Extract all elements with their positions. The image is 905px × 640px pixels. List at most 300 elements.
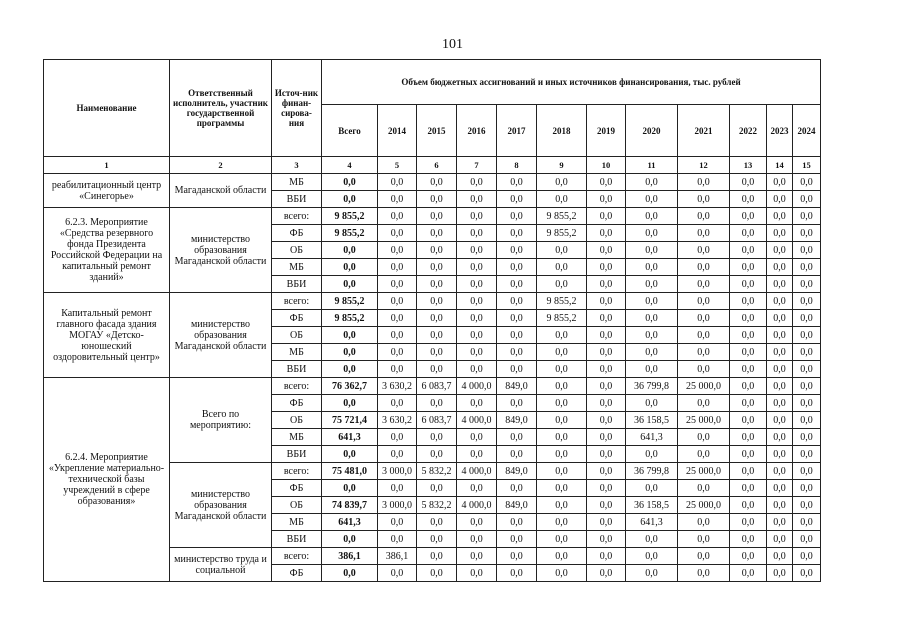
responsible-executor: Магаданской области <box>170 174 272 208</box>
funding-source: ОБ <box>272 497 322 514</box>
year-value-2024: 0,0 <box>793 395 821 412</box>
year-value-2019: 0,0 <box>587 310 626 327</box>
year-value-2022: 0,0 <box>730 412 767 429</box>
total-value: 9 855,2 <box>322 310 378 327</box>
funding-source: ВБИ <box>272 531 322 548</box>
year-value-2017: 0,0 <box>497 259 537 276</box>
year-value-2015: 0,0 <box>417 514 457 531</box>
year-value-2015: 0,0 <box>417 429 457 446</box>
column-number: 14 <box>767 157 793 174</box>
year-value-2016: 0,0 <box>457 225 497 242</box>
year-value-2020: 0,0 <box>626 276 678 293</box>
year-value-2018: 0,0 <box>537 174 587 191</box>
year-value-2021: 25 000,0 <box>678 463 730 480</box>
year-value-2014: 0,0 <box>378 293 417 310</box>
year-value-2017: 0,0 <box>497 208 537 225</box>
year-value-2022: 0,0 <box>730 293 767 310</box>
year-value-2017: 0,0 <box>497 242 537 259</box>
year-value-2016: 0,0 <box>457 531 497 548</box>
total-value: 76 362,7 <box>322 378 378 395</box>
year-value-2018: 0,0 <box>537 497 587 514</box>
header-year-2024: 2024 <box>793 105 821 157</box>
responsible-executor: министерство образования Магаданской области <box>170 293 272 378</box>
year-value-2021: 0,0 <box>678 531 730 548</box>
year-value-2022: 0,0 <box>730 208 767 225</box>
header-year-2018: 2018 <box>537 105 587 157</box>
year-value-2023: 0,0 <box>767 344 793 361</box>
year-value-2016: 0,0 <box>457 191 497 208</box>
year-value-2023: 0,0 <box>767 259 793 276</box>
header-name: Наименование <box>44 60 170 157</box>
table-row <box>44 174 821 191</box>
year-value-2019: 0,0 <box>587 344 626 361</box>
year-value-2018: 0,0 <box>537 531 587 548</box>
year-value-2021: 0,0 <box>678 395 730 412</box>
header-year-2023: 2023 <box>767 105 793 157</box>
header-year-2016: 2016 <box>457 105 497 157</box>
year-value-2016: 0,0 <box>457 293 497 310</box>
year-value-2018: 9 855,2 <box>537 208 587 225</box>
total-value: 0,0 <box>322 480 378 497</box>
year-value-2015: 0,0 <box>417 259 457 276</box>
year-value-2017: 0,0 <box>497 225 537 242</box>
total-value: 0,0 <box>322 565 378 582</box>
year-value-2024: 0,0 <box>793 514 821 531</box>
year-value-2014: 0,0 <box>378 344 417 361</box>
year-value-2015: 0,0 <box>417 446 457 463</box>
year-value-2015: 0,0 <box>417 174 457 191</box>
year-value-2020: 36 158,5 <box>626 412 678 429</box>
year-value-2020: 0,0 <box>626 548 678 565</box>
year-value-2022: 0,0 <box>730 395 767 412</box>
year-value-2020: 0,0 <box>626 327 678 344</box>
year-value-2016: 0,0 <box>457 548 497 565</box>
year-value-2021: 0,0 <box>678 361 730 378</box>
year-value-2014: 0,0 <box>378 446 417 463</box>
year-value-2018: 0,0 <box>537 429 587 446</box>
column-number: 15 <box>793 157 821 174</box>
year-value-2014: 0,0 <box>378 395 417 412</box>
year-value-2019: 0,0 <box>587 327 626 344</box>
total-value: 641,3 <box>322 429 378 446</box>
total-value: 386,1 <box>322 548 378 565</box>
total-value: 9 855,2 <box>322 225 378 242</box>
year-value-2021: 0,0 <box>678 276 730 293</box>
year-value-2016: 0,0 <box>457 208 497 225</box>
year-value-2019: 0,0 <box>587 242 626 259</box>
year-value-2020: 0,0 <box>626 565 678 582</box>
year-value-2024: 0,0 <box>793 446 821 463</box>
year-value-2015: 0,0 <box>417 191 457 208</box>
year-value-2014: 0,0 <box>378 429 417 446</box>
year-value-2019: 0,0 <box>587 225 626 242</box>
funding-source: ВБИ <box>272 276 322 293</box>
year-value-2017: 0,0 <box>497 344 537 361</box>
year-value-2022: 0,0 <box>730 191 767 208</box>
column-number: 7 <box>457 157 497 174</box>
year-value-2015: 6 083,7 <box>417 378 457 395</box>
year-value-2016: 0,0 <box>457 242 497 259</box>
year-value-2023: 0,0 <box>767 242 793 259</box>
year-value-2021: 25 000,0 <box>678 497 730 514</box>
year-value-2017: 0,0 <box>497 276 537 293</box>
year-value-2024: 0,0 <box>793 259 821 276</box>
year-value-2015: 5 832,2 <box>417 463 457 480</box>
header-year-2019: 2019 <box>587 105 626 157</box>
year-value-2018: 0,0 <box>537 548 587 565</box>
year-value-2022: 0,0 <box>730 225 767 242</box>
year-value-2021: 0,0 <box>678 327 730 344</box>
year-value-2019: 0,0 <box>587 463 626 480</box>
year-value-2023: 0,0 <box>767 327 793 344</box>
year-value-2022: 0,0 <box>730 531 767 548</box>
measure-name: 6.2.3. Мероприятие «Средства резервного фонда Президента Российской Федерации на капитальный ремонт зданий» <box>44 208 170 293</box>
funding-source: МБ <box>272 259 322 276</box>
year-value-2024: 0,0 <box>793 531 821 548</box>
year-value-2021: 0,0 <box>678 429 730 446</box>
year-value-2023: 0,0 <box>767 293 793 310</box>
column-number: 4 <box>322 157 378 174</box>
year-value-2017: 0,0 <box>497 361 537 378</box>
year-value-2019: 0,0 <box>587 259 626 276</box>
year-value-2024: 0,0 <box>793 378 821 395</box>
year-value-2015: 0,0 <box>417 310 457 327</box>
year-value-2024: 0,0 <box>793 310 821 327</box>
year-value-2018: 0,0 <box>537 259 587 276</box>
year-value-2021: 0,0 <box>678 259 730 276</box>
year-value-2023: 0,0 <box>767 480 793 497</box>
year-value-2024: 0,0 <box>793 344 821 361</box>
year-value-2024: 0,0 <box>793 429 821 446</box>
year-value-2016: 0,0 <box>457 276 497 293</box>
year-value-2019: 0,0 <box>587 174 626 191</box>
budget-table <box>43 59 821 582</box>
header-year-2017: 2017 <box>497 105 537 157</box>
year-value-2021: 0,0 <box>678 310 730 327</box>
year-value-2024: 0,0 <box>793 497 821 514</box>
year-value-2015: 5 832,2 <box>417 497 457 514</box>
year-value-2017: 0,0 <box>497 191 537 208</box>
funding-source: всего: <box>272 548 322 565</box>
year-value-2017: 0,0 <box>497 480 537 497</box>
year-value-2021: 0,0 <box>678 480 730 497</box>
year-value-2014: 0,0 <box>378 191 417 208</box>
year-value-2018: 0,0 <box>537 395 587 412</box>
year-value-2020: 0,0 <box>626 293 678 310</box>
year-value-2014: 0,0 <box>378 174 417 191</box>
year-value-2017: 849,0 <box>497 497 537 514</box>
total-value: 0,0 <box>322 395 378 412</box>
year-value-2015: 0,0 <box>417 395 457 412</box>
year-value-2022: 0,0 <box>730 565 767 582</box>
responsible-executor: Всего по мероприятию: <box>170 378 272 463</box>
measure-name: Капитальный ремонт главного фасада здания МОГАУ «Детско-юношеский оздоровительный центр» <box>44 293 170 378</box>
year-value-2015: 0,0 <box>417 242 457 259</box>
year-value-2021: 0,0 <box>678 548 730 565</box>
year-value-2017: 849,0 <box>497 463 537 480</box>
year-value-2016: 0,0 <box>457 174 497 191</box>
year-value-2019: 0,0 <box>587 429 626 446</box>
year-value-2024: 0,0 <box>793 361 821 378</box>
total-value: 0,0 <box>322 361 378 378</box>
column-number: 6 <box>417 157 457 174</box>
year-value-2019: 0,0 <box>587 480 626 497</box>
year-value-2015: 0,0 <box>417 276 457 293</box>
year-value-2021: 0,0 <box>678 208 730 225</box>
year-value-2023: 0,0 <box>767 565 793 582</box>
funding-source: всего: <box>272 378 322 395</box>
funding-source: всего: <box>272 208 322 225</box>
year-value-2020: 0,0 <box>626 191 678 208</box>
year-value-2024: 0,0 <box>793 208 821 225</box>
year-value-2017: 849,0 <box>497 378 537 395</box>
column-number: 5 <box>378 157 417 174</box>
year-value-2024: 0,0 <box>793 565 821 582</box>
year-value-2014: 0,0 <box>378 276 417 293</box>
year-value-2020: 36 799,8 <box>626 378 678 395</box>
total-value: 0,0 <box>322 259 378 276</box>
year-value-2023: 0,0 <box>767 463 793 480</box>
year-value-2023: 0,0 <box>767 191 793 208</box>
year-value-2023: 0,0 <box>767 361 793 378</box>
year-value-2016: 0,0 <box>457 446 497 463</box>
year-value-2018: 0,0 <box>537 276 587 293</box>
year-value-2024: 0,0 <box>793 242 821 259</box>
year-value-2018: 0,0 <box>537 327 587 344</box>
year-value-2022: 0,0 <box>730 242 767 259</box>
year-value-2014: 0,0 <box>378 327 417 344</box>
column-number: 10 <box>587 157 626 174</box>
year-value-2020: 0,0 <box>626 344 678 361</box>
year-value-2020: 0,0 <box>626 208 678 225</box>
funding-source: МБ <box>272 429 322 446</box>
table-row <box>44 208 821 225</box>
year-value-2024: 0,0 <box>793 276 821 293</box>
year-value-2022: 0,0 <box>730 548 767 565</box>
total-value: 0,0 <box>322 344 378 361</box>
year-value-2021: 25 000,0 <box>678 412 730 429</box>
funding-source: всего: <box>272 293 322 310</box>
year-value-2023: 0,0 <box>767 429 793 446</box>
year-value-2023: 0,0 <box>767 276 793 293</box>
column-number: 9 <box>537 157 587 174</box>
year-value-2015: 0,0 <box>417 327 457 344</box>
year-value-2018: 0,0 <box>537 514 587 531</box>
year-value-2024: 0,0 <box>793 412 821 429</box>
year-value-2019: 0,0 <box>587 293 626 310</box>
year-value-2019: 0,0 <box>587 378 626 395</box>
year-value-2018: 0,0 <box>537 565 587 582</box>
year-value-2023: 0,0 <box>767 514 793 531</box>
table-row <box>44 378 821 395</box>
year-value-2014: 0,0 <box>378 208 417 225</box>
year-value-2022: 0,0 <box>730 429 767 446</box>
year-value-2016: 0,0 <box>457 429 497 446</box>
year-value-2023: 0,0 <box>767 497 793 514</box>
year-value-2020: 641,3 <box>626 429 678 446</box>
year-value-2024: 0,0 <box>793 293 821 310</box>
year-value-2014: 386,1 <box>378 548 417 565</box>
year-value-2024: 0,0 <box>793 548 821 565</box>
year-value-2019: 0,0 <box>587 191 626 208</box>
year-value-2022: 0,0 <box>730 378 767 395</box>
year-value-2017: 0,0 <box>497 514 537 531</box>
funding-source: всего: <box>272 463 322 480</box>
year-value-2022: 0,0 <box>730 514 767 531</box>
year-value-2020: 0,0 <box>626 480 678 497</box>
total-value: 0,0 <box>322 242 378 259</box>
funding-source: ВБИ <box>272 446 322 463</box>
funding-source: ФБ <box>272 225 322 242</box>
year-value-2017: 0,0 <box>497 531 537 548</box>
year-value-2022: 0,0 <box>730 446 767 463</box>
funding-source: ФБ <box>272 310 322 327</box>
year-value-2022: 0,0 <box>730 344 767 361</box>
year-value-2017: 0,0 <box>497 565 537 582</box>
year-value-2015: 0,0 <box>417 548 457 565</box>
year-value-2017: 0,0 <box>497 548 537 565</box>
year-value-2017: 0,0 <box>497 446 537 463</box>
year-value-2016: 0,0 <box>457 361 497 378</box>
year-value-2020: 0,0 <box>626 531 678 548</box>
year-value-2018: 0,0 <box>537 412 587 429</box>
year-value-2014: 3 000,0 <box>378 497 417 514</box>
year-value-2014: 0,0 <box>378 259 417 276</box>
funding-source: ОБ <box>272 327 322 344</box>
year-value-2014: 0,0 <box>378 565 417 582</box>
funding-source: МБ <box>272 174 322 191</box>
year-value-2020: 0,0 <box>626 361 678 378</box>
year-value-2024: 0,0 <box>793 463 821 480</box>
total-value: 0,0 <box>322 327 378 344</box>
year-value-2021: 25 000,0 <box>678 378 730 395</box>
year-value-2024: 0,0 <box>793 225 821 242</box>
year-value-2016: 4 000,0 <box>457 463 497 480</box>
year-value-2021: 0,0 <box>678 344 730 361</box>
year-value-2020: 0,0 <box>626 242 678 259</box>
year-value-2021: 0,0 <box>678 565 730 582</box>
year-value-2019: 0,0 <box>587 208 626 225</box>
year-value-2022: 0,0 <box>730 310 767 327</box>
responsible-executor: министерство образования Магаданской области <box>170 208 272 293</box>
year-value-2023: 0,0 <box>767 531 793 548</box>
funding-source: ВБИ <box>272 361 322 378</box>
table-row <box>44 293 821 310</box>
year-value-2016: 4 000,0 <box>457 497 497 514</box>
year-value-2018: 9 855,2 <box>537 310 587 327</box>
measure-name: 6.2.4. Мероприятие «Укрепление материально-технической базы учреждений в сфере образования» <box>44 378 170 582</box>
column-number: 1 <box>44 157 170 174</box>
year-value-2021: 0,0 <box>678 225 730 242</box>
year-value-2015: 0,0 <box>417 344 457 361</box>
total-value: 9 855,2 <box>322 293 378 310</box>
year-value-2019: 0,0 <box>587 565 626 582</box>
budget-table-wrapper <box>43 59 821 582</box>
year-value-2023: 0,0 <box>767 310 793 327</box>
year-value-2022: 0,0 <box>730 327 767 344</box>
year-value-2023: 0,0 <box>767 548 793 565</box>
header-year-2021: 2021 <box>678 105 730 157</box>
header-year-2015: 2015 <box>417 105 457 157</box>
funding-source: ОБ <box>272 412 322 429</box>
year-value-2020: 641,3 <box>626 514 678 531</box>
year-value-2024: 0,0 <box>793 174 821 191</box>
year-value-2018: 0,0 <box>537 480 587 497</box>
year-value-2021: 0,0 <box>678 514 730 531</box>
year-value-2022: 0,0 <box>730 174 767 191</box>
year-value-2014: 0,0 <box>378 361 417 378</box>
year-value-2021: 0,0 <box>678 174 730 191</box>
total-value: 9 855,2 <box>322 208 378 225</box>
year-value-2015: 0,0 <box>417 565 457 582</box>
total-value: 74 839,7 <box>322 497 378 514</box>
year-value-2024: 0,0 <box>793 327 821 344</box>
year-value-2020: 0,0 <box>626 225 678 242</box>
year-value-2014: 0,0 <box>378 310 417 327</box>
year-value-2014: 0,0 <box>378 225 417 242</box>
year-value-2015: 0,0 <box>417 208 457 225</box>
year-value-2018: 9 855,2 <box>537 293 587 310</box>
year-value-2015: 0,0 <box>417 361 457 378</box>
year-value-2022: 0,0 <box>730 276 767 293</box>
year-value-2016: 0,0 <box>457 480 497 497</box>
year-value-2022: 0,0 <box>730 463 767 480</box>
funding-source: ФБ <box>272 395 322 412</box>
total-value: 0,0 <box>322 531 378 548</box>
column-number: 3 <box>272 157 322 174</box>
year-value-2019: 0,0 <box>587 412 626 429</box>
year-value-2018: 9 855,2 <box>537 225 587 242</box>
total-value: 75 721,4 <box>322 412 378 429</box>
year-value-2023: 0,0 <box>767 395 793 412</box>
year-value-2016: 0,0 <box>457 310 497 327</box>
year-value-2022: 0,0 <box>730 497 767 514</box>
funding-source: ФБ <box>272 480 322 497</box>
year-value-2018: 0,0 <box>537 446 587 463</box>
year-value-2018: 0,0 <box>537 463 587 480</box>
header-year-2020: 2020 <box>626 105 678 157</box>
year-value-2019: 0,0 <box>587 276 626 293</box>
year-value-2015: 0,0 <box>417 225 457 242</box>
total-value: 75 481,0 <box>322 463 378 480</box>
year-value-2016: 0,0 <box>457 514 497 531</box>
year-value-2016: 0,0 <box>457 395 497 412</box>
total-value: 0,0 <box>322 276 378 293</box>
total-value: 0,0 <box>322 446 378 463</box>
year-value-2021: 0,0 <box>678 242 730 259</box>
funding-source: МБ <box>272 344 322 361</box>
year-value-2024: 0,0 <box>793 191 821 208</box>
year-value-2022: 0,0 <box>730 361 767 378</box>
year-value-2018: 0,0 <box>537 344 587 361</box>
year-value-2017: 0,0 <box>497 310 537 327</box>
year-value-2019: 0,0 <box>587 531 626 548</box>
column-number: 13 <box>730 157 767 174</box>
header-year-2014: 2014 <box>378 105 417 157</box>
year-value-2016: 0,0 <box>457 565 497 582</box>
year-value-2019: 0,0 <box>587 361 626 378</box>
year-value-2014: 0,0 <box>378 514 417 531</box>
year-value-2014: 3 000,0 <box>378 463 417 480</box>
total-value: 641,3 <box>322 514 378 531</box>
year-value-2019: 0,0 <box>587 395 626 412</box>
year-value-2017: 0,0 <box>497 327 537 344</box>
year-value-2021: 0,0 <box>678 293 730 310</box>
total-value: 0,0 <box>322 174 378 191</box>
funding-source: ВБИ <box>272 191 322 208</box>
year-value-2021: 0,0 <box>678 446 730 463</box>
year-value-2020: 36 799,8 <box>626 463 678 480</box>
